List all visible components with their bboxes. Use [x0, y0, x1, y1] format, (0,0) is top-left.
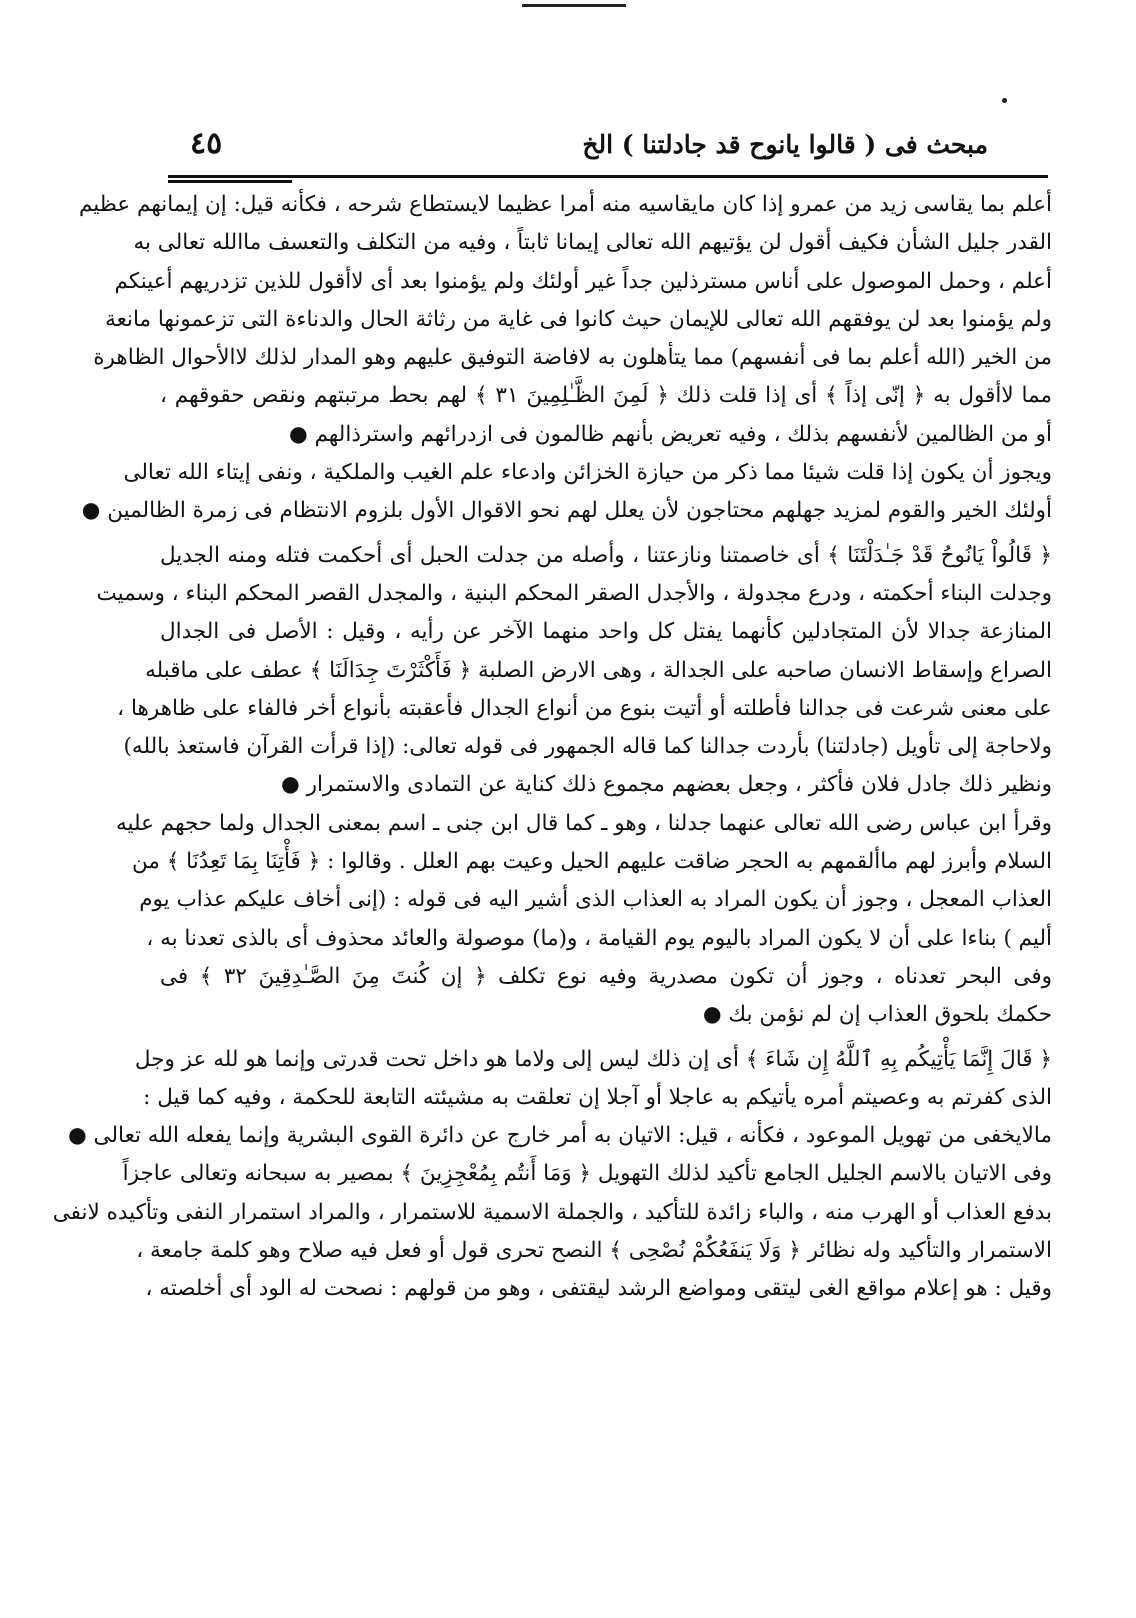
- page-header: [168, 126, 1048, 174]
- text-line: الذى كفرتم به وعصيتم أمره يأتيكم به عاجلا أو آجلا إن تعلقت به مشيئته التابعة للحكمة ، وفيه كما قيل :: [143, 1084, 1052, 1110]
- text-line: المنازعة جدالا لأن المتجادلين كأنهما يفتل كل واحد منهما الآخر عن رأيه ، وقيل : الأصل فى الجدال: [160, 619, 1052, 645]
- page-number: ٤٥: [190, 126, 223, 161]
- running-title: مبحث فى ( قالوا يانوح قد جادلتنا ) الخ: [582, 130, 988, 159]
- header-rule-accent: [168, 180, 292, 183]
- text-line: ونظير ذلك جادل فلان فأكثر ، وجعل بعضهم مجموع ذلك كناية عن التمادى والاستمرار ●: [280, 772, 1052, 798]
- text-line: ولم يؤمنوا بعد لن يوفقهم الله تعالى للإيمان حيث كانوا فى غاية من رثاثة الحال والدناءة التى تزعمونها مانعة: [105, 306, 1052, 332]
- text-line: وقيل : هو إعلام مواقع الغى ليتقى ومواضع الرشد ليقتفى ، وهو من قولهم : نصحت له الود أى أخلصته ،: [145, 1276, 1052, 1302]
- text-line: على معنى شرعت فى جدالنا فأطلته أو أتيت بنوع من أنواع الجدال فأعقبته بأنواع أخر فالفاء على ظاهرها ،: [117, 695, 1052, 721]
- text-line: وقرأ ابن عباس رضى الله تعالى عنهما جدلنا ، وهو ـ كما قال ابن جنى ـ اسم بمعنى الجدال ولما حجهم عليه: [115, 810, 1052, 836]
- text-line: مما لاأقول به ﴿ إنّى إذاً ﴾ أى إذا قلت ذلك ﴿ لَمِنَ الظَّـٰلِمِينَ ٣١ ﴾ لهم بحط مرتبتهم ونقص حقوقهم ،: [160, 383, 1053, 409]
- text-line: الصراع وإسقاط الانسان صاحبه على الجدالة ، وهى الارض الصلبة ﴿ فَأَكْثَرْتَ جِدَالَنَا ﴾ عطف على ماقبله: [145, 657, 1052, 683]
- top-decorative-rule: [522, 4, 626, 7]
- text-line: القدر جليل الشأن فكيف أقول لن يؤتيهم الله تعالى إيمانا ثابتاً ، وفيه من التكلف والتعسف ماالله تعالى به: [133, 230, 1052, 256]
- text-line: مالايخفى من تهويل الموعود ، فكأنه ، قيل: الاتيان به أمر خارج عن دائرة القوى البشرية وإنما يفعله الله تعالى ●: [67, 1123, 1052, 1149]
- text-line: أو من الظالمين لأنفسهم بذلك ، وفيه تعريض بأنهم ظالمون فى ازدرائهم واسترذالهم ●: [288, 421, 1052, 447]
- text-line: ويجوز أن يكون إذا قلت شيئا مما ذكر من حيازة الخزائن وادعاء علم الغيب والملكية ، ونفى إيتاء الله تعالى: [123, 460, 1052, 486]
- text-line: من الخير (الله أعلم بما فى أنفسهم) مما يتأهلون به لافاضة التوفيق عليهم وهو المدار لذلك لاالأحوال الظاهرة: [93, 345, 1052, 371]
- text-line: السلام وأبرز لهم ماألقمهم به الحجر ضاقت عليهم الحيل وعيت بهم العلل . وقالوا : ﴿ فَأْتِنَا بِمَا تَعِدُنَا ﴾ من: [132, 849, 1052, 875]
- text-line: وجدلت البناء أحكمته ، ودرع مجدولة ، والأجدل الصقر المحكم البنية ، والمجدل القصر المحكم البناء ، وسميت: [96, 580, 1052, 606]
- text-line: وفى البحر تعدناه ، وجوز أن تكون مصدرية وفيه نوع تكلف ﴿ إن كُنتَ مِنَ الصَّـٰدِقِينَ ٣٢ ﴾ فى: [160, 963, 1052, 989]
- text-line: وفى الاتيان بالاسم الجليل الجامع تأكيد لذلك التهويل ﴿ وَمَا أَنتُم بِمُعْجِزِينَ ﴾ بمصير به سبحانه وتعالى عاجزاً: [122, 1161, 1052, 1187]
- text-line: ﴿ قَالَ إِنَّمَا يَأْتِيكُم بِهِ ٱللَّهُ إِن شَاءَ ﴾ أى إن ذلك ليس إلى ولاما هو داخل تحت قدرتى وإنما هو لله عز وجل: [134, 1046, 1052, 1072]
- ink-dot: [1002, 98, 1007, 103]
- body-text: [52, 186, 1053, 1309]
- text-line: أعلم بما يقاسى زيد من عمرو إذا كان مايقاسيه منه أمرا عظيما لايستطاع شرحه ، فكأنه قيل: إن إيمانهم عظيم: [78, 192, 1052, 217]
- header-rule: [168, 175, 1048, 178]
- text-line: أليم ) بناءا على أن لا يكون المراد باليوم يوم القيامة ، و(ما) موصولة والعائد محذوف أى بالذى تعدنا به ،: [146, 925, 1052, 951]
- text-line: العذاب المعجل ، وجوز أن يكون المراد به العذاب الذى أشير اليه فى قوله : (إنى أخاف عليكم عذاب يوم: [139, 887, 1052, 913]
- text-line: الاستمرار والتأكيد وله نظائر ﴿ وَلَا يَنفَعُكُمْ نُصْحِى ﴾ النصح تحرى قول أو فعل فيه صلاح وهو كلمة جامعة ،: [136, 1238, 1052, 1264]
- text-line: بدفع العذاب أو الهرب منه ، والباء زائدة للتأكيد ، والجملة الاسمية للاستمرار ، والمراد استمرار النفى وتأكيده لانفى: [52, 1199, 1052, 1225]
- text-line: أولئك الخير والقوم لمزيد جهلهم محتاجون لأن يعلل لهم نحو الاقوال الأول بلزوم الانتظام فى زمرة الظالمين ●: [81, 498, 1052, 524]
- text-line: أعلم ، وحمل الموصول على أناس مسترذلين جداً غير أولئك ولم يؤمنوا بعد أى لاأقول للذين تزدريهم أعينكم: [114, 268, 1052, 294]
- text-line: ﴿ قَالُواْ يَانُوحُ قَدْ جَـٰدَلْتَنَا ﴾ أى خاصمتنا ونازعتنا ، وأصله من جدلت الحبل أى أحكمت فتله ومنه الجديل: [160, 542, 1052, 568]
- text-line: ولاحاجة إلى تأويل (جادلتنا) بأردت جدالنا كما قاله الجمهور فى قوله تعالى: (إذا قرأت القرآن فاستعذ بالله): [123, 734, 1052, 760]
- text-line: حكمك بلحوق العذاب إن لم نؤمن بك ●: [702, 1002, 1052, 1028]
